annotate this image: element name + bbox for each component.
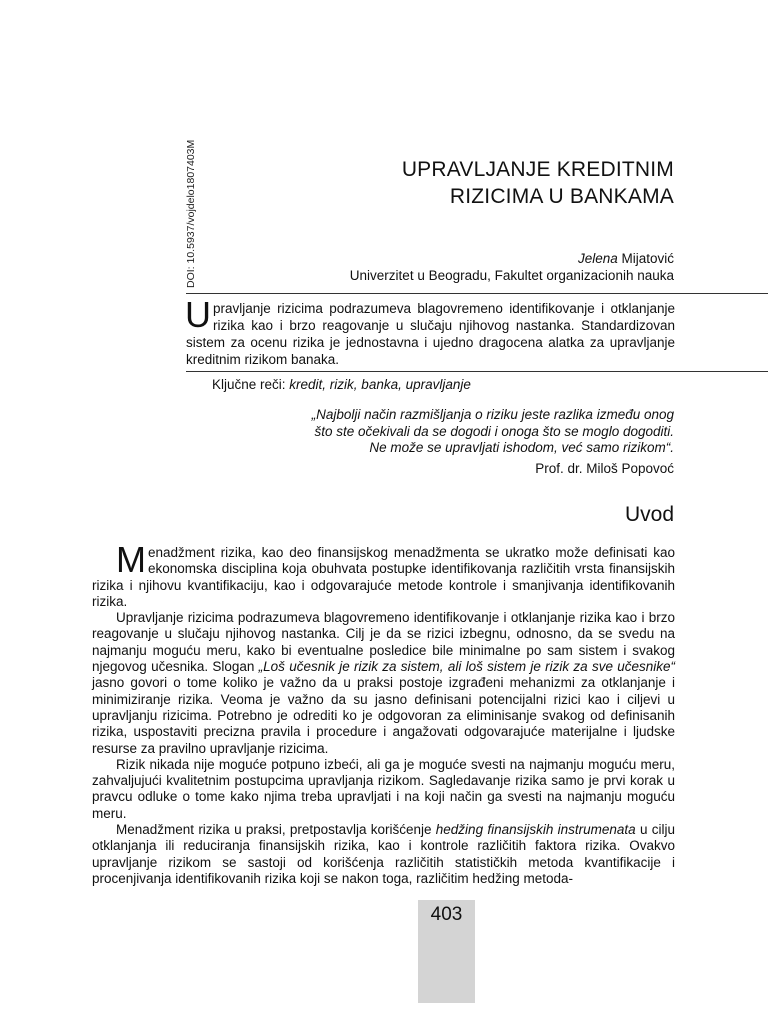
paragraph-drop-cap: M (116, 539, 146, 580)
author-affiliation: Univerzitet u Beogradu, Fakultet organizacionih nauka (349, 268, 674, 283)
page-number: 403 (430, 904, 463, 925)
article-title (254, 156, 674, 210)
paragraph-4 (92, 822, 675, 887)
paragraph-4-text-a: Menadžment rizika u praksi, pretpostavlja korišćenje (116, 822, 436, 838)
paragraph-2 (92, 610, 675, 757)
paragraph-1 (92, 539, 675, 610)
quote-line-3: Ne može se upravljati ishodom, već samo rizikom“. (369, 440, 674, 455)
title-line-1: UPRAVLJANJE KREDITNIM (401, 158, 674, 181)
author-block (224, 250, 674, 284)
keywords-terms: kredit, rizik, banka, upravljanje (289, 377, 471, 392)
paragraph-4-italic: hedžing finansijskih instrumenata (435, 822, 636, 838)
abstract-top-rule (186, 293, 768, 294)
author-name (224, 250, 674, 267)
body-text (92, 539, 675, 887)
abstract-bottom-rule (186, 371, 768, 372)
title-line-2: RIZICIMA U BANKAMA (449, 185, 674, 208)
author-first-name: Jelena (577, 251, 618, 266)
section-heading: Uvod (624, 503, 674, 526)
paragraph-2-text-b: jasno govori o tome koliko je važno da u praksi postoje izgrađeni mehanizmi za otklanjanje i minimiziranje rizika. Veoma je važno da su jasno definisani potencijalni rizici kao i ciljevi u upravljanju rizicima. Potrebno je odrediti ko je odgovoran za eliminisanje svakog od definisanih rizika, uspostaviti precizna pravila i procedure i angažovati odgovarajuće materijalne i ljudske resurse za pravilno upravljanje rizicima. (92, 675, 675, 756)
paragraph-2-slogan: „Loš učesnik je rizik za sistem, ali loš sistem je rizik za sve učesnike“ (258, 659, 675, 675)
keywords (212, 376, 471, 393)
abstract-drop-cap: U (185, 294, 211, 335)
epigraph-quote (234, 407, 674, 457)
paragraph-4-text-b: u cilju otklanjanja ili reduciranja finansijskih rizika, kao i kontrole različitih faktora rizika. Ovakvo upravljanje rizikom se sastoji od korišćenja različitih statističkih metoda kvantifikacije i procenjivanja identifikovanih rizika koji se nakon toga, različitim hedžing metoda- (92, 822, 675, 886)
author-last-name: Mijatović (617, 251, 674, 266)
quote-line-2: što ste očekivali da se dogodi i onoga što se moglo dogoditi. (314, 423, 674, 439)
abstract-text: pravljanje rizicima podrazumeva blagovremeno identifikovanje i otklanjanje rizika kao i brzo reagovanje u slučaju njihovog nastanka. Standardizovan sistem za ocenu rizika je jednostavna i ujedno dragocena alatka za upravljanje kreditnim rizikom banaka. (186, 301, 675, 367)
quote-line-1: „Najbolji način razmišljanja o riziku jeste razlika između onog (311, 407, 674, 422)
abstract (185, 294, 675, 368)
paragraph-2-text-a: Upravljanje rizicima podrazumeva blagovremeno identifikovanje i otklanjanje rizika kao i brzo reagovanje u slučaju njihovog nastanka. Cilj je da se rizici izbegnu, odnosno, da se svedu na najmanju moguću meru, kako bi eventualne posledice bile minimalne po sam sistem i svakog njegovog učesnika. Slogan (92, 610, 675, 675)
paragraph-1-text: enadžment rizika, kao deo finansijskog menadžmenta se ukratko može definisati kao ekonomska disciplina koja obuhvata postupke identifikovanja različitih vrsta finansijskih rizika i njihovu kvantifikaciju, kao i odgovarajuće metode kontrole i smanjivanja identifikovanih rizika. (92, 545, 675, 609)
paragraph-3: Rizik nikada nije moguće potpuno izbeći, ali ga je moguće svesti na najmanju moguću meru, zahvaljujući kvalitetnim postupcima upravljanja rizikom. Sagledavanje rizika samo je prvi korak u pravcu odluke o tome kako njima treba upravljati i na koji način ga svesti na najmanju moguću meru. (92, 756, 675, 821)
doi-label: DOI: 10.5937/vojdelo1807403M (185, 139, 197, 288)
keywords-label: Ključne reči: (212, 377, 290, 392)
quote-author: Prof. dr. Miloš Popovoć (535, 461, 674, 476)
